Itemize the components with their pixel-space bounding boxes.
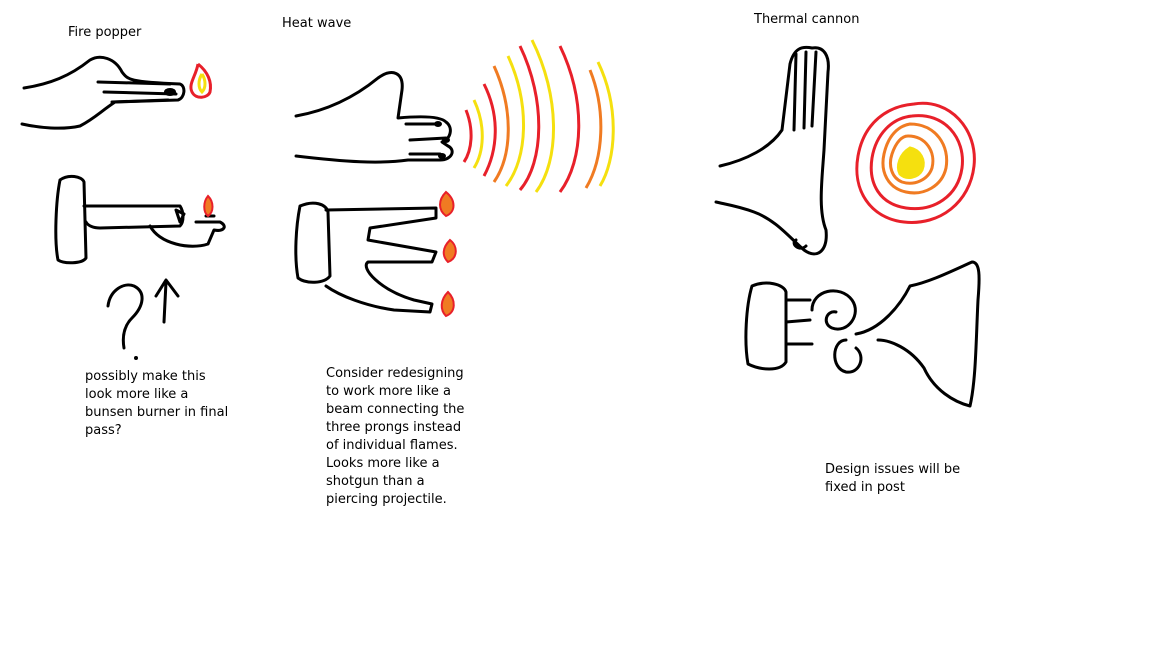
thermal-cannon-device-sketch <box>746 262 979 406</box>
fire-popper-flame-icon <box>191 64 211 97</box>
fire-popper-title: Fire popper <box>68 25 142 40</box>
fire-popper-hand-sketch <box>22 57 184 128</box>
question-mark-icon <box>108 285 142 360</box>
fire-popper-device-flame-icon <box>204 196 212 216</box>
heat-wave-note: Consider redesigning to work more like a beam connecting the three prongs instead of individual flames. Looks more like a shotgun than a piercing projectile. <box>326 366 465 507</box>
heat-wave-arcs <box>464 40 613 192</box>
heat-wave-device-sketch <box>296 203 436 312</box>
heat-wave-title: Heat wave <box>282 16 352 31</box>
thermal-cannon-note: Design issues will be fixed in post <box>825 462 961 495</box>
heat-wave-prong-flame-icons <box>440 192 456 316</box>
thermal-cannon-hand-sketch <box>716 47 828 254</box>
fire-popper-device-sketch <box>56 176 224 262</box>
thermal-cannon-title: Thermal cannon <box>754 12 860 27</box>
thermal-cannon-fireball <box>857 103 975 222</box>
fire-popper-note: possibly make this look more like a bunsen burner in final pass? <box>85 369 229 438</box>
arrow-up-icon <box>156 280 178 322</box>
heat-wave-hand-sketch <box>296 73 452 162</box>
